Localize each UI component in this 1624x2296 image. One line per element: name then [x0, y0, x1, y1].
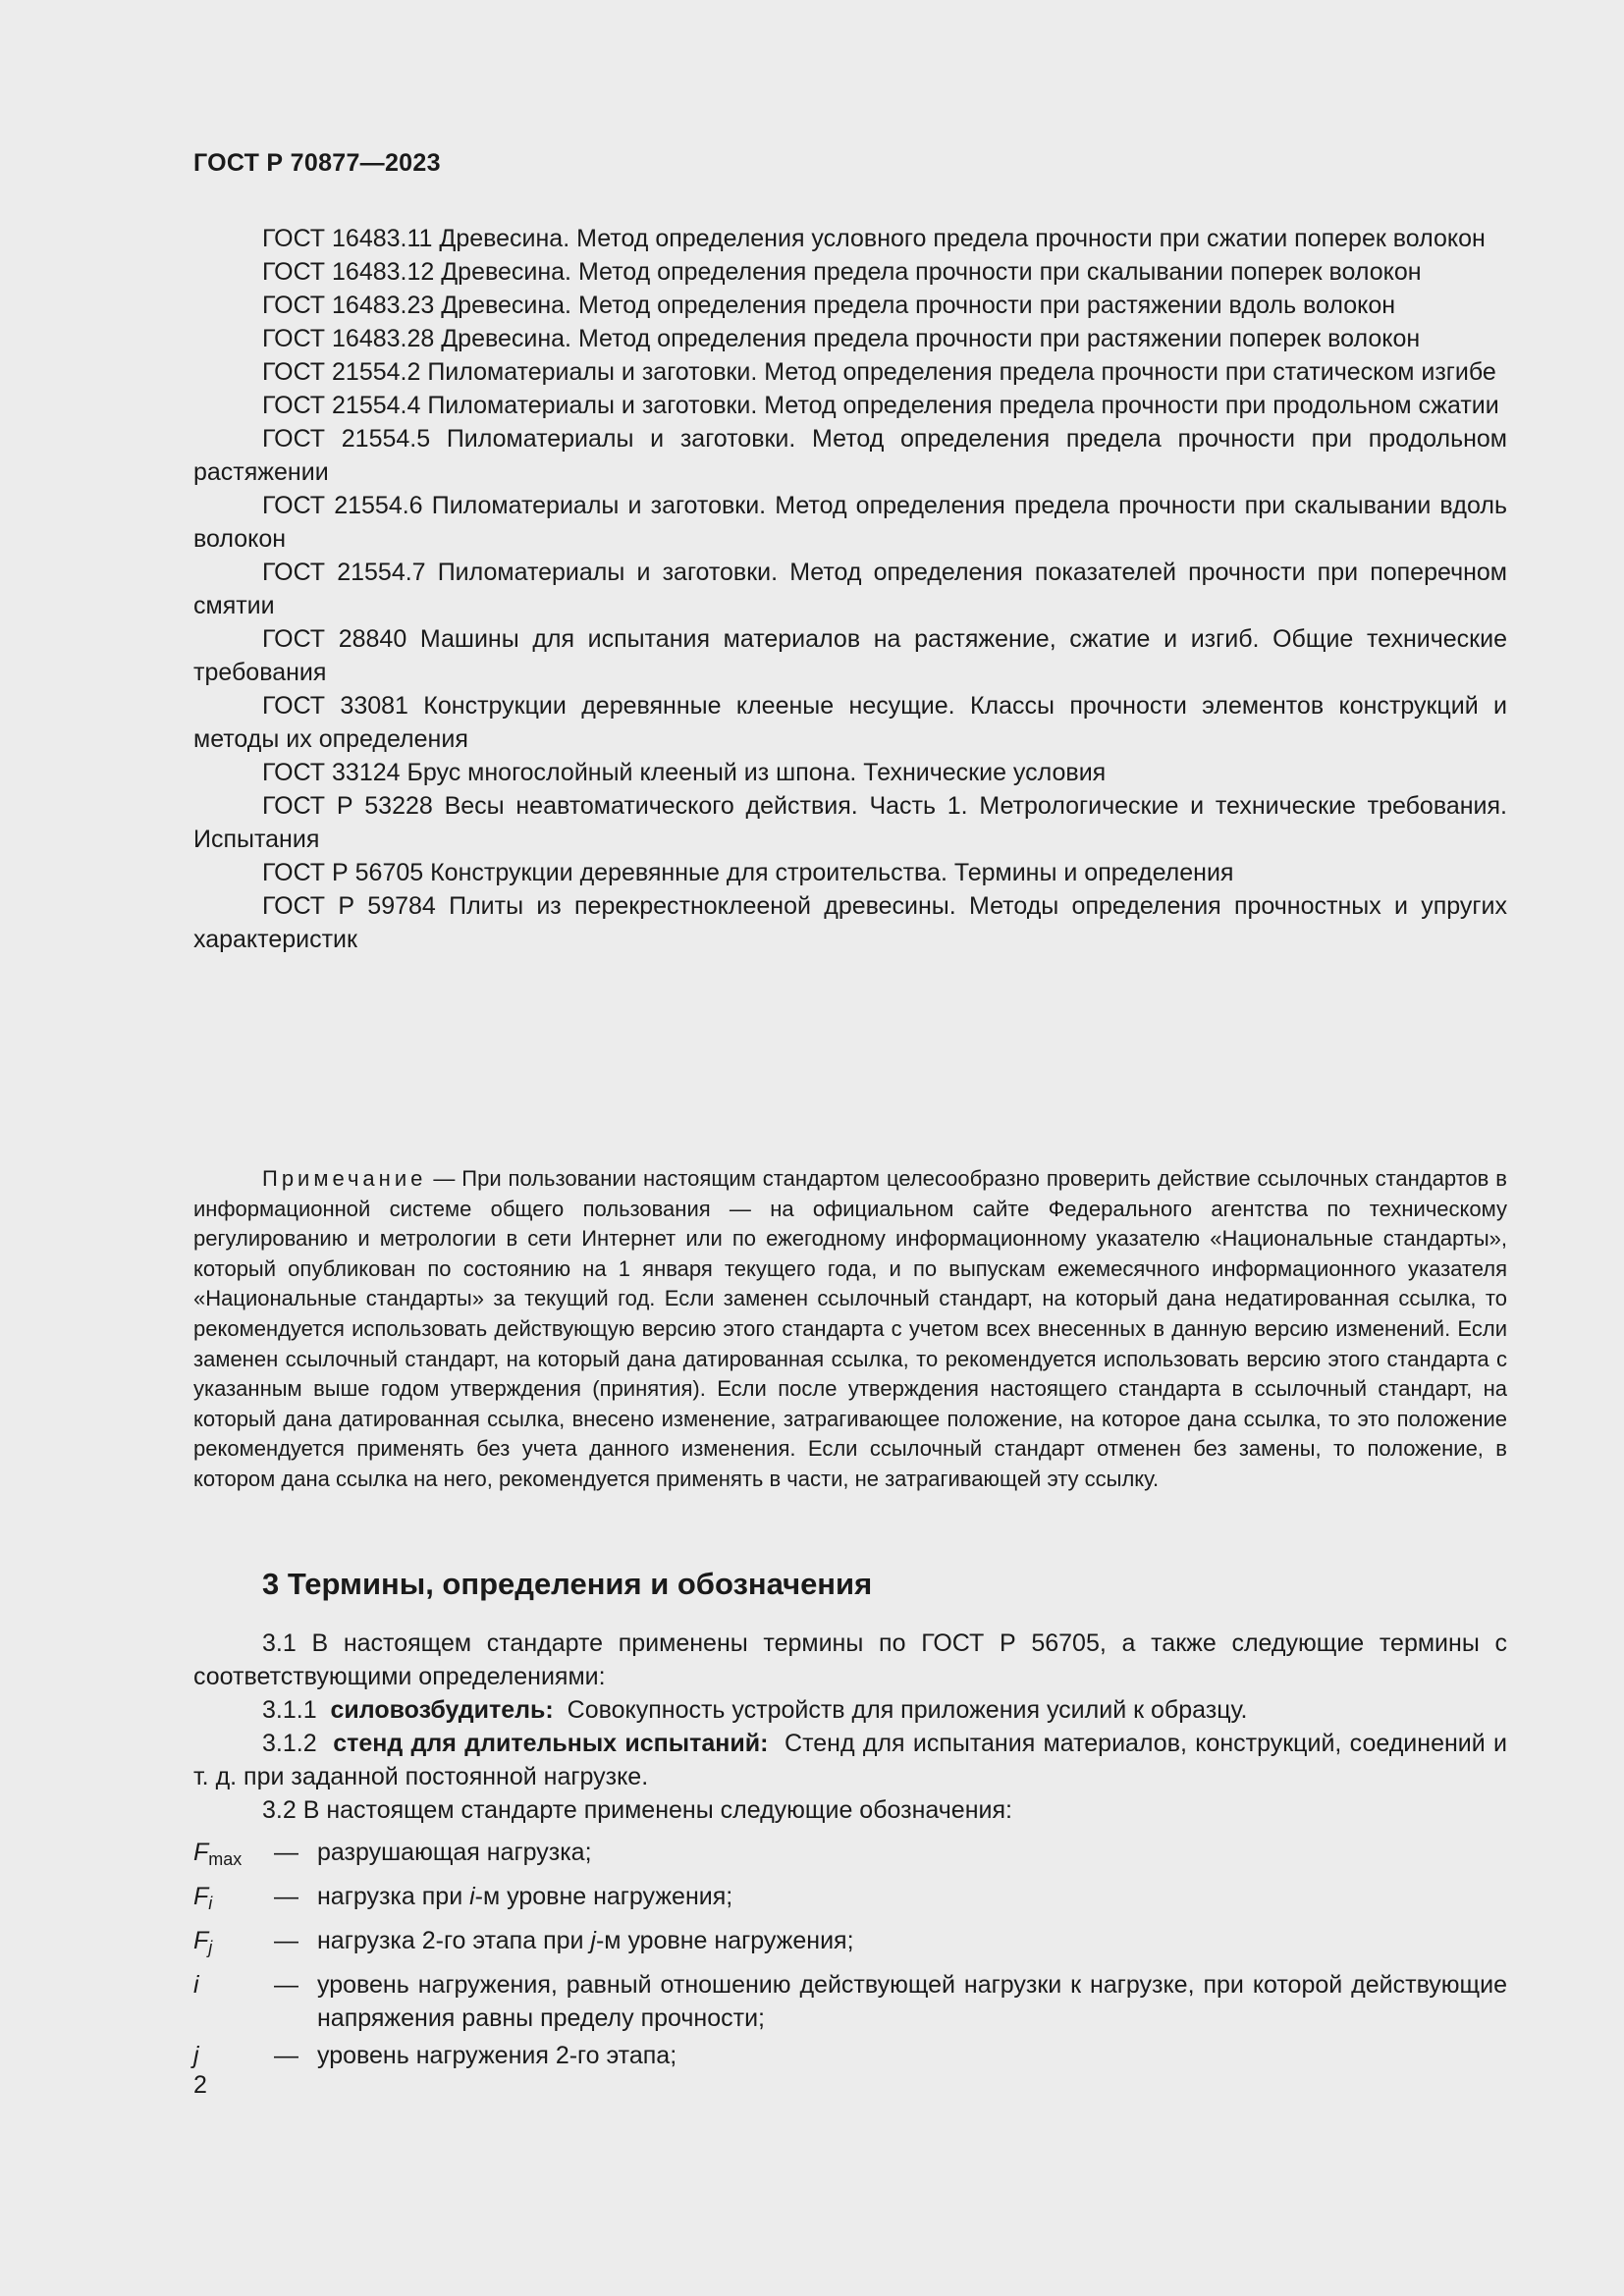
description-text: нагрузка 2-го этапа при: [317, 1927, 591, 1954]
symbol: [193, 1836, 274, 1876]
symbol-dash: —: [274, 1971, 298, 1999]
symbol-row: [193, 2039, 1507, 2072]
symbol-base: F: [193, 1927, 209, 1954]
symbol-subscript: j: [208, 1938, 213, 1957]
description-text: нагрузка при: [317, 1883, 470, 1910]
reference-item: ГОСТ Р 59784 Плиты из перекрестноклееной древесины. Методы определения прочностных и упругих характеристик: [193, 892, 1507, 953]
symbol-row: [193, 1836, 1507, 1876]
term-name: стенд для длительных испытаний:: [333, 1730, 769, 1757]
reference-item: ГОСТ 21554.6 Пиломатериалы и заготовки. Метод определения предела прочности при скалывании вдоль волокон: [193, 492, 1507, 553]
symbol-dash: —: [274, 2042, 298, 2069]
term-name: силовозбудитель:: [330, 1696, 554, 1724]
symbol-description: [317, 1968, 1507, 2035]
reference-item: ГОСТ 21554.5 Пиломатериалы и заготовки. Метод определения предела прочности при продольном растяжении: [193, 425, 1507, 486]
symbol: [193, 1924, 274, 1964]
symbol-description: [317, 1836, 1507, 1876]
term-3-1-1: [193, 1693, 1507, 1727]
paragraph-3-2: 3.2 В настоящем стандарте применены следующие обозначения:: [262, 1796, 1012, 1824]
description-variable: i: [469, 1883, 475, 1910]
symbol-base: i: [193, 1971, 199, 1999]
reference-item: ГОСТ 21554.4 Пиломатериалы и заготовки. Метод определения предела прочности при продольном сжатии: [262, 392, 1499, 419]
symbol-base: F: [193, 1883, 209, 1910]
term-definition: Стенд для испытания материалов, конструкций, соединений и т. д. при заданной постоянной нагрузке.: [193, 1730, 1507, 1790]
section-body: [193, 1627, 1507, 1827]
symbol: [193, 2039, 274, 2072]
term-definition: Совокупность устройств для приложения усилий к образцу.: [567, 1696, 1248, 1724]
reference-item: ГОСТ 16483.11 Древесина. Метод определения условного предела прочности при сжатии поперек волокон: [262, 225, 1486, 252]
references-list: [193, 222, 1507, 956]
term-number: 3.1.1: [262, 1696, 317, 1724]
symbol-description: [317, 1880, 1507, 1920]
note-text: — При пользовании настоящим стандартом целесообразно проверить действие ссылочных стандартов в информационной системе общего пользования — на официальном сайте Федерального агентства по техническому регулированию и метрологии в сети Интернет или по ежегодному информационному указателю «Национальные стандарты», который опубликован по состоянию на 1 января текущего года, и по выпускам ежемесячного информационного указателя «Национальные стандарты» за текущий год. Если заменен ссылочный стандарт, на который дана недатированная ссылка, то рекомендуется использовать действующую версию этого стандарта с учетом всех внесенных в данную версию изменений. Если заменен ссылочный стандарт, на который дана датированная ссылка, то рекомендуется использовать версию этого стандарта с указанным выше годом утверждения (принятия). Если после утверждения настоящего стандарта в ссылочный стандарт, на который дана датированная ссылка, внесено изменение, затрагивающее положение, на которое дана ссылка, то это положение рекомендуется применять без учета данного изменения. Если ссылочный стандарт отменен без замены, то положение, в котором дана ссылка на него, рекомендуется применять в части, не затрагивающей эту ссылку.: [193, 1166, 1507, 1491]
symbols-list: [193, 1836, 1507, 2076]
description-variable: j: [590, 1927, 596, 1954]
reference-item: ГОСТ 21554.2 Пиломатериалы и заготовки. Метод определения предела прочности при статическом изгибе: [262, 358, 1496, 386]
symbol-dash: —: [274, 1883, 298, 1910]
term-3-1-2: [193, 1727, 1507, 1793]
symbol-base: F: [193, 1839, 209, 1866]
symbol-row: [193, 1880, 1507, 1920]
symbol-base: j: [193, 2042, 199, 2069]
symbol-dash: —: [274, 1839, 298, 1866]
symbol-subscript: max: [208, 1849, 243, 1869]
note-paragraph: [193, 1164, 1507, 1495]
reference-item: ГОСТ 28840 Машины для испытания материалов на растяжение, сжатие и изгиб. Общие технические требования: [193, 625, 1507, 686]
description-text: -м уровне нагружения;: [474, 1883, 733, 1910]
description-text: уровень нагружения, равный отношению действующей нагрузки к нагрузке, при которой действующие напряжения равны пределу прочности;: [317, 1971, 1507, 2032]
note-label: Примечание: [262, 1166, 427, 1191]
term-number: 3.1.2: [262, 1730, 317, 1757]
page-number: 2: [193, 2071, 207, 2099]
reference-item: ГОСТ 16483.12 Древесина. Метод определения предела прочности при скалывании поперек волокон: [262, 258, 1422, 286]
symbol-description: [317, 2039, 1507, 2072]
section-title: 3 Термины, определения и обозначения: [262, 1567, 873, 1601]
symbol-row: [193, 1968, 1507, 2035]
reference-item: ГОСТ Р 56705 Конструкции деревянные для строительства. Термины и определения: [262, 859, 1234, 886]
symbol-subscript: i: [208, 1894, 213, 1913]
symbol: [193, 1880, 274, 1920]
reference-item: ГОСТ 16483.28 Древесина. Метод определения предела прочности при растяжении поперек волокон: [262, 325, 1421, 352]
document-header: ГОСТ Р 70877—2023: [193, 149, 441, 177]
reference-item: ГОСТ 16483.23 Древесина. Метод определения предела прочности при растяжении вдоль волокон: [262, 292, 1396, 319]
description-text: уровень нагружения 2-го этапа;: [317, 2042, 677, 2069]
reference-item: ГОСТ 21554.7 Пиломатериалы и заготовки. Метод определения показателей прочности при поперечном смятии: [193, 559, 1507, 619]
reference-item: ГОСТ 33124 Брус многослойный клееный из шпона. Технические условия: [262, 759, 1107, 786]
description-text: разрушающая нагрузка;: [317, 1839, 592, 1866]
symbol-dash: —: [274, 1927, 298, 1954]
reference-item: ГОСТ Р 53228 Весы неавтоматического действия. Часть 1. Метрологические и технические требования. Испытания: [193, 792, 1507, 853]
description-text: -м уровне нагружения;: [595, 1927, 854, 1954]
reference-item: ГОСТ 33081 Конструкции деревянные клееные несущие. Классы прочности элементов конструкций и методы их определения: [193, 692, 1507, 753]
symbol-row: [193, 1924, 1507, 1964]
symbol: [193, 1968, 274, 2035]
symbol-description: [317, 1924, 1507, 1964]
paragraph-3-1: 3.1 В настоящем стандарте применены термины по ГОСТ Р 56705, а также следующие термины с соответствующими определениями:: [193, 1629, 1507, 1690]
